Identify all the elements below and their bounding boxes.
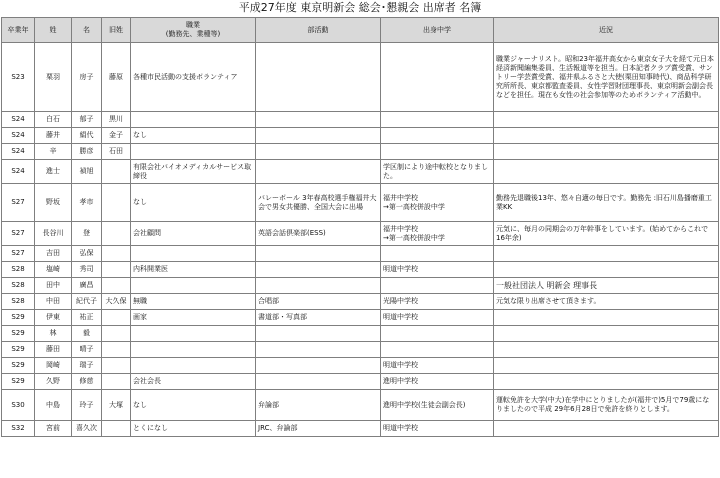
cell-kyusei	[102, 326, 131, 342]
header-club: 部活動	[256, 18, 381, 43]
cell-school	[381, 43, 494, 112]
cell-kyusei: 黒川	[102, 112, 131, 128]
cell-sei: 藤井	[35, 128, 72, 144]
cell-news	[494, 128, 719, 144]
cell-kyusei	[102, 184, 131, 222]
cell-mei: 喜久次	[72, 421, 102, 437]
cell-year: S27	[2, 184, 35, 222]
cell-sei: 吉田	[35, 246, 72, 262]
table-row	[2, 246, 719, 262]
cell-news	[494, 421, 719, 437]
cell-news	[494, 262, 719, 278]
table-row	[2, 358, 719, 374]
cell-year: S27	[2, 246, 35, 262]
table-row	[2, 128, 719, 144]
table-row	[2, 421, 719, 437]
cell-sei: 辛	[35, 144, 72, 160]
header-row	[2, 18, 719, 43]
cell-sei: 藤田	[35, 342, 72, 358]
cell-sei: 中島	[35, 390, 72, 421]
cell-mei: 祐正	[72, 310, 102, 326]
cell-year: S29	[2, 326, 35, 342]
cell-year: S29	[2, 342, 35, 358]
cell-school: 光陽中学校	[381, 294, 494, 310]
cell-sei: 伊東	[35, 310, 72, 326]
cell-school	[381, 278, 494, 294]
cell-mei: 修慈	[72, 374, 102, 390]
cell-school	[381, 144, 494, 160]
cell-kyusei	[102, 374, 131, 390]
cell-school: 進明中学校(生徒会副会長)	[381, 390, 494, 421]
cell-sei: 塩崎	[35, 262, 72, 278]
cell-news: 職業ジャーナリスト。昭和23年福井高女から東京女子大を経て元日本経済新聞編集委員、生活報道等を担当。日本記者クラブ賞受賞、サントリー学芸賞受賞、福井県ふるさと大使(栗田知事時代)、商品科学研究所所長、東京都監査委員、女性学習財団理事長、東京明新会副会長などを担任。現在も女性の社会参加等のためボランティア活動中。	[494, 43, 719, 112]
cell-mei: 紀代子	[72, 294, 102, 310]
cell-year: S29	[2, 358, 35, 374]
header-job: 職業 (勤務先、業種等)	[131, 18, 256, 43]
cell-news	[494, 246, 719, 262]
cell-job	[131, 358, 256, 374]
cell-kyusei	[102, 246, 131, 262]
cell-club	[256, 43, 381, 112]
cell-job	[131, 246, 256, 262]
cell-club	[256, 358, 381, 374]
cell-year: S24	[2, 128, 35, 144]
cell-kyusei	[102, 160, 131, 184]
cell-news: 勤務先退職後13年、悠々自適の毎日です。勤務先 :旧石川島播磨重工業KK	[494, 184, 719, 222]
cell-mei: 弘保	[72, 246, 102, 262]
cell-club	[256, 246, 381, 262]
cell-club	[256, 144, 381, 160]
cell-mei: 孝市	[72, 184, 102, 222]
cell-kyusei	[102, 278, 131, 294]
cell-sei: 宮前	[35, 421, 72, 437]
table-row	[2, 43, 719, 112]
cell-news	[494, 310, 719, 326]
cell-club	[256, 160, 381, 184]
cell-mei: 晴子	[72, 342, 102, 358]
table-row	[2, 342, 719, 358]
cell-news: 一般社団法人 明新会 理事長	[494, 278, 719, 294]
cell-school: 学区制により途中転校となりました。	[381, 160, 494, 184]
cell-sei: 野坂	[35, 184, 72, 222]
table-row	[2, 278, 719, 294]
cell-kyusei: 石田	[102, 144, 131, 160]
cell-job: 会社会長	[131, 374, 256, 390]
cell-sei: 栗羽	[35, 43, 72, 112]
cell-job	[131, 144, 256, 160]
cell-school	[381, 326, 494, 342]
cell-kyusei	[102, 421, 131, 437]
table-row	[2, 326, 719, 342]
cell-club	[256, 278, 381, 294]
header-kyusei: 旧姓	[102, 18, 131, 43]
cell-school: 明道中学校	[381, 262, 494, 278]
header-year: 卒業年	[2, 18, 35, 43]
header-sei: 姓	[35, 18, 72, 43]
cell-school: 明道中学校	[381, 310, 494, 326]
table-row	[2, 222, 719, 246]
cell-news	[494, 326, 719, 342]
cell-year: S24	[2, 144, 35, 160]
header-news: 近況	[494, 18, 719, 43]
cell-year: S27	[2, 222, 35, 246]
cell-sei: 白石	[35, 112, 72, 128]
cell-club	[256, 128, 381, 144]
cell-job: 有限会社バイオメディカルサービス取締役	[131, 160, 256, 184]
table-row	[2, 112, 719, 128]
cell-school: 明道中学校	[381, 421, 494, 437]
cell-news	[494, 374, 719, 390]
cell-year: S28	[2, 262, 35, 278]
cell-kyusei: 大久保	[102, 294, 131, 310]
cell-sei: 長谷川	[35, 222, 72, 246]
cell-club: バレーボール 3年春高校選手権福井大会で男女共優勝、全国大会に出場	[256, 184, 381, 222]
cell-kyusei	[102, 310, 131, 326]
cell-sei: 岡崎	[35, 358, 72, 374]
cell-mei: 秀司	[72, 262, 102, 278]
cell-sei: 進士	[35, 160, 72, 184]
cell-job: 内科開業医	[131, 262, 256, 278]
table-row	[2, 310, 719, 326]
cell-job: 画家	[131, 310, 256, 326]
cell-job: 各種市民活動の支援ボランティア	[131, 43, 256, 112]
cell-club	[256, 342, 381, 358]
table-row	[2, 262, 719, 278]
cell-kyusei	[102, 262, 131, 278]
cell-kyusei	[102, 342, 131, 358]
cell-school	[381, 246, 494, 262]
page-title: 平成27年度 東京明新会 総会･懇親会 出席者 名簿	[238, 1, 482, 14]
cell-club: JRC、弁論部	[256, 421, 381, 437]
table-header	[2, 18, 719, 43]
cell-year: S28	[2, 294, 35, 310]
cell-kyusei: 藤原	[102, 43, 131, 112]
cell-kyusei	[102, 222, 131, 246]
cell-school: 福井中学校 →第一高校併設中学	[381, 184, 494, 222]
cell-mei: 毅	[72, 326, 102, 342]
table-row	[2, 184, 719, 222]
cell-club: 書道部・写真部	[256, 310, 381, 326]
cell-year: S29	[2, 310, 35, 326]
cell-news	[494, 160, 719, 184]
cell-news	[494, 358, 719, 374]
cell-school	[381, 342, 494, 358]
cell-kyusei: 金子	[102, 128, 131, 144]
cell-year: S30	[2, 390, 35, 421]
cell-job: 無職	[131, 294, 256, 310]
cell-job	[131, 342, 256, 358]
cell-year: S28	[2, 278, 35, 294]
cell-news	[494, 112, 719, 128]
cell-club: 英語会話倶楽部(ESS)	[256, 222, 381, 246]
cell-news: 元気な限り出席させて頂きます。	[494, 294, 719, 310]
cell-mei: 絹代	[72, 128, 102, 144]
table-row	[2, 390, 719, 421]
table-row	[2, 374, 719, 390]
cell-job	[131, 112, 256, 128]
cell-school: 福井中学校 →第一高校併設中学	[381, 222, 494, 246]
cell-club: 弁論部	[256, 390, 381, 421]
cell-job	[131, 326, 256, 342]
cell-job: なし	[131, 184, 256, 222]
cell-club	[256, 262, 381, 278]
cell-year: S24	[2, 112, 35, 128]
cell-job	[131, 278, 256, 294]
cell-mei: 登	[72, 222, 102, 246]
cell-club	[256, 374, 381, 390]
cell-news	[494, 342, 719, 358]
table-row	[2, 294, 719, 310]
cell-sei: 田中	[35, 278, 72, 294]
header-school: 出身中学	[381, 18, 494, 43]
cell-mei: 廣昌	[72, 278, 102, 294]
cell-year: S23	[2, 43, 35, 112]
cell-news	[494, 144, 719, 160]
cell-year: S32	[2, 421, 35, 437]
table-row	[2, 144, 719, 160]
cell-school	[381, 112, 494, 128]
cell-club	[256, 326, 381, 342]
cell-year: S24	[2, 160, 35, 184]
cell-job: なし	[131, 390, 256, 421]
cell-mei: 瑞子	[72, 358, 102, 374]
cell-mei: 郁子	[72, 112, 102, 128]
cell-job: なし	[131, 128, 256, 144]
cell-news: 運転免許を大学(中大)在学中にとりましたが(福井で)5月で79歳になりましたので平成 29年6月28日で免許を終りとします。	[494, 390, 719, 421]
cell-sei: 久野	[35, 374, 72, 390]
attendee-table	[1, 17, 719, 437]
cell-school: 進明中学校	[381, 374, 494, 390]
cell-job: 会社顧問	[131, 222, 256, 246]
cell-mei: 玲子	[72, 390, 102, 421]
cell-mei: 禎旭	[72, 160, 102, 184]
cell-club	[256, 112, 381, 128]
cell-news: 元気に、毎月の同期会の万年幹事をしています。(始めてからこれで16年余)	[494, 222, 719, 246]
cell-club: 合唱部	[256, 294, 381, 310]
cell-year: S29	[2, 374, 35, 390]
cell-mei: 房子	[72, 43, 102, 112]
cell-sei: 中田	[35, 294, 72, 310]
cell-sei: 林	[35, 326, 72, 342]
cell-school	[381, 128, 494, 144]
cell-school: 明道中学校	[381, 358, 494, 374]
cell-kyusei: 大塚	[102, 390, 131, 421]
cell-mei: 勝彦	[72, 144, 102, 160]
table-row	[2, 160, 719, 184]
cell-job: とくになし	[131, 421, 256, 437]
cell-kyusei	[102, 358, 131, 374]
header-mei: 名	[72, 18, 102, 43]
